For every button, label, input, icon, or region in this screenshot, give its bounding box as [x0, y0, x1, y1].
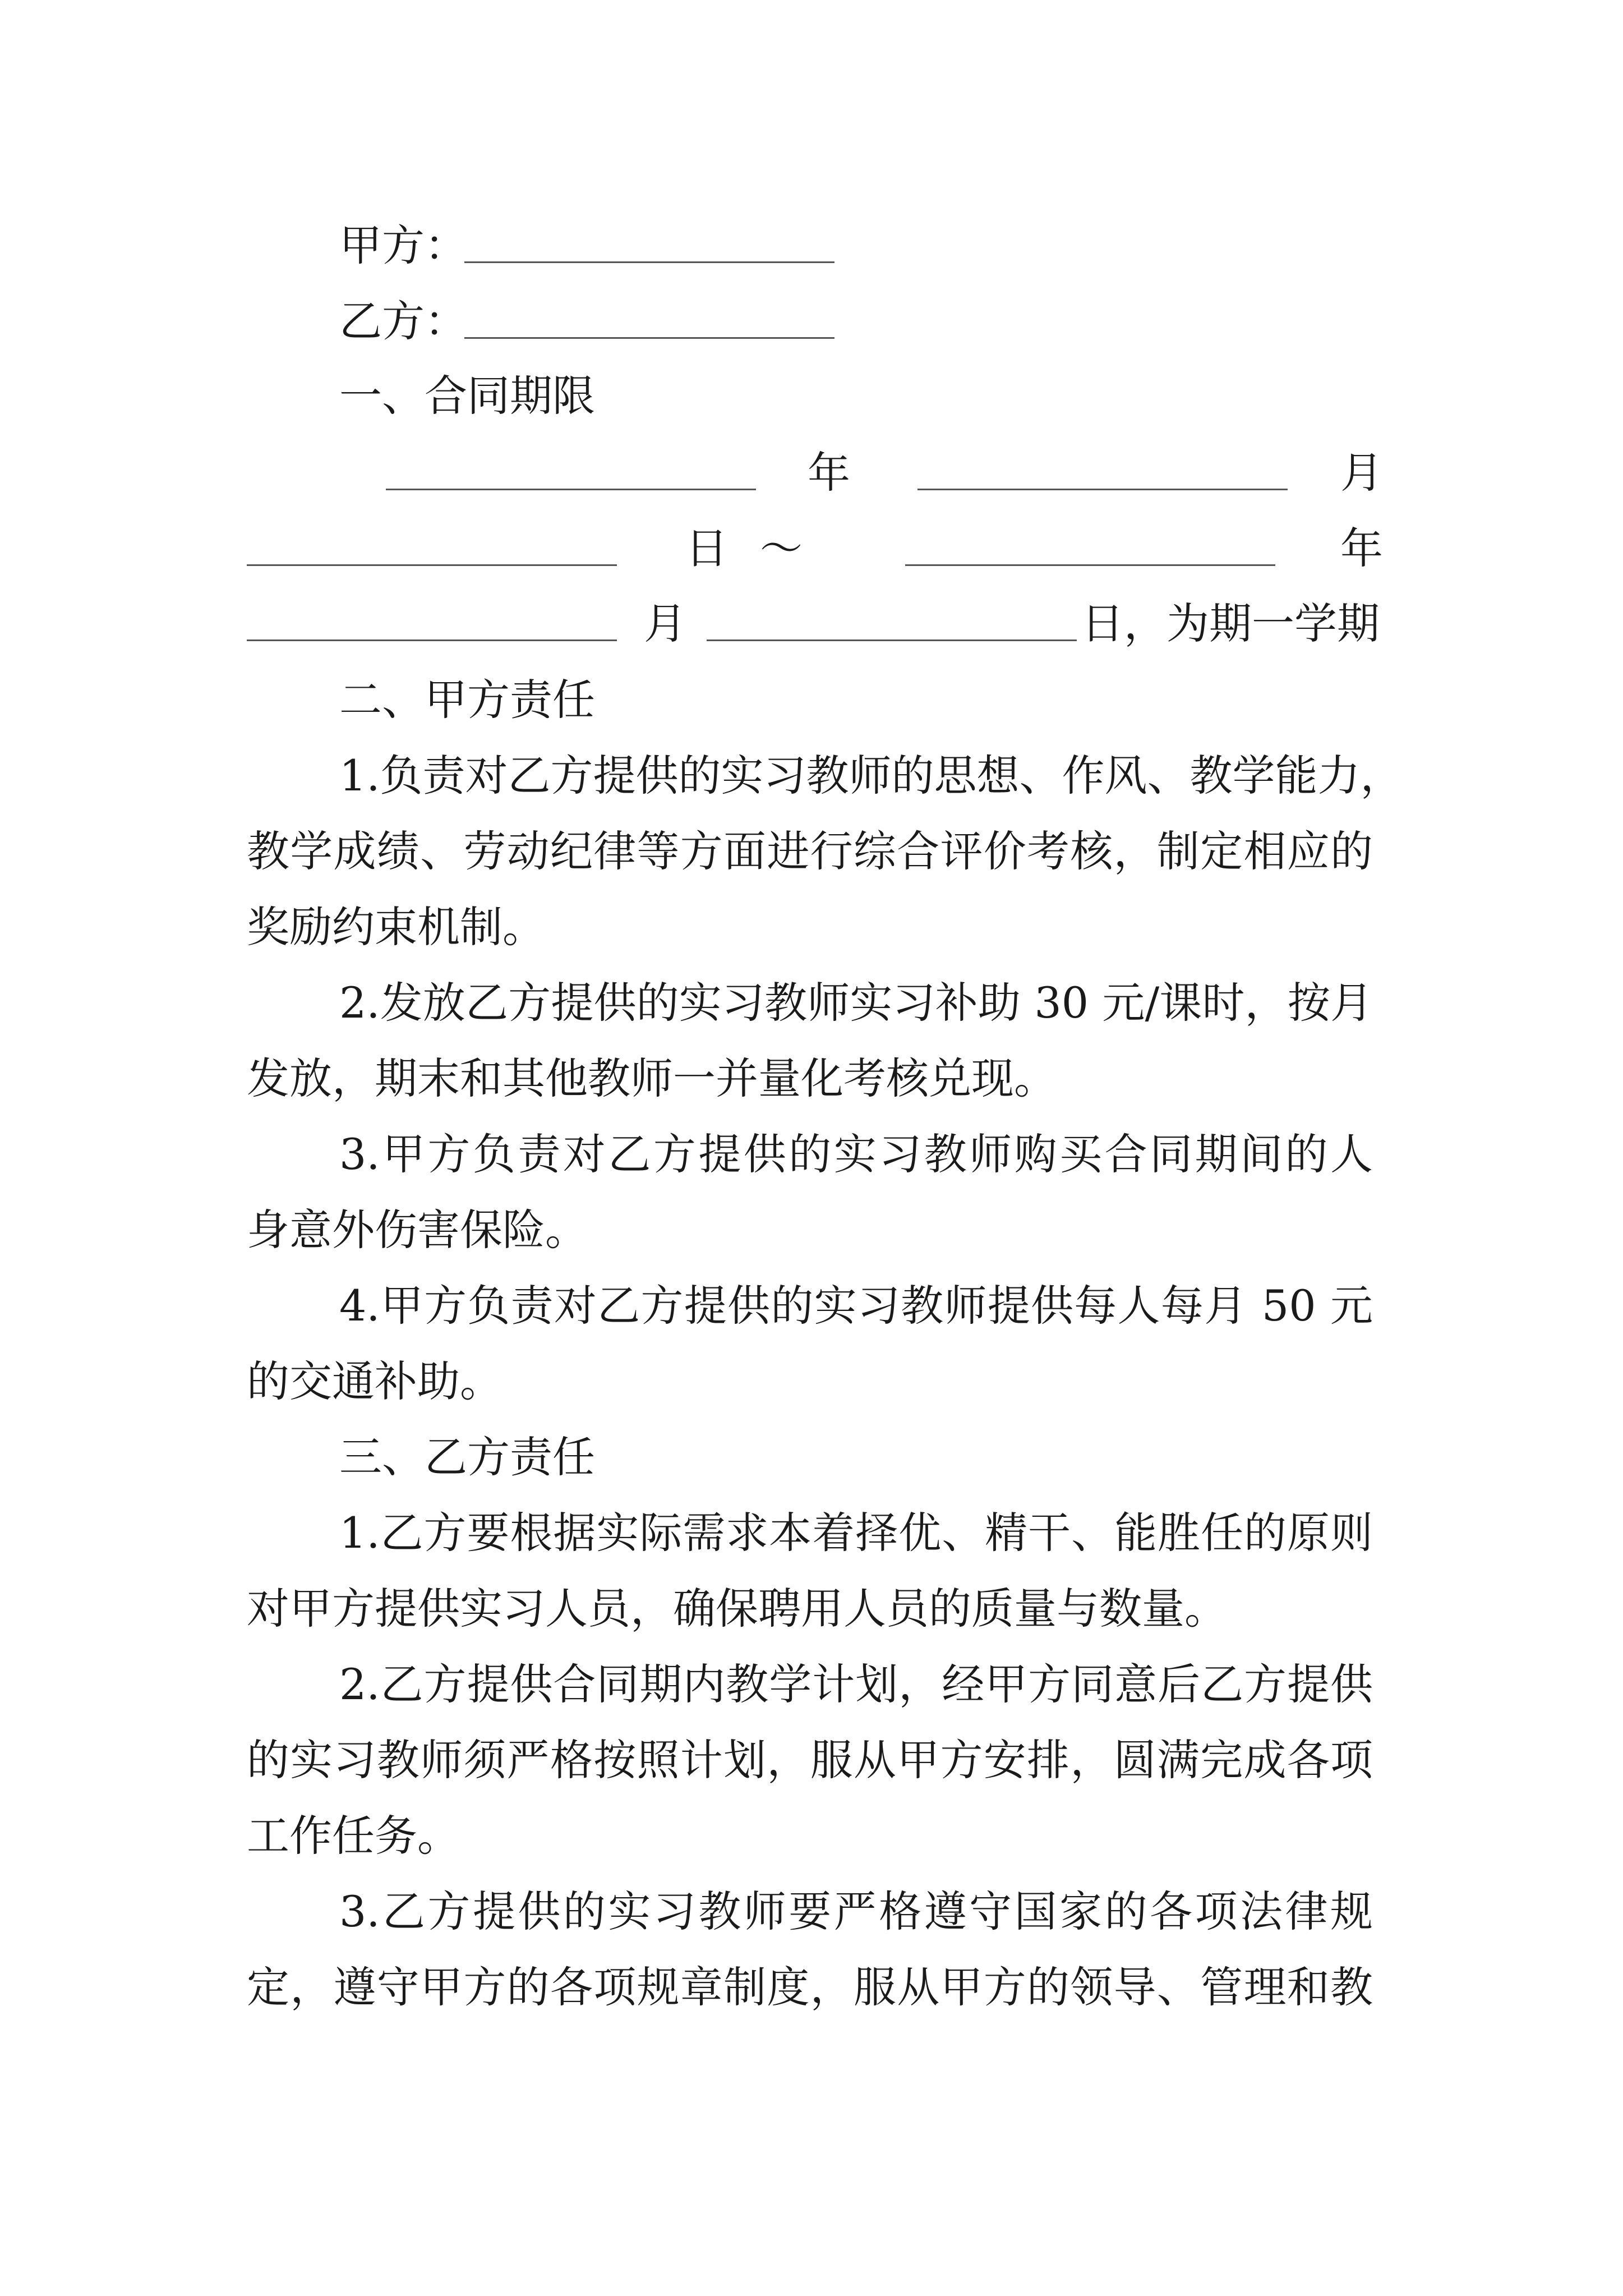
- start-year-label: 年: [808, 448, 850, 498]
- section3-item3-line1: 3.乙方提供的实习教师要严格遵守国家的各项法律规: [339, 1887, 1373, 1936]
- start-month-label: 月: [1340, 448, 1383, 498]
- section2-item4-line1: 4.甲方负责对乙方提供的实习教师提供每人每月 50 元: [339, 1281, 1373, 1331]
- section2-item2-line1: 2.发放乙方提供的实习教师实习补助 30 元/课时，按月: [339, 978, 1373, 1028]
- start-month-blank[interactable]: [917, 489, 1288, 490]
- section3-item2-line2: 的实习教师须严格按照计划，服从甲方安排，圆满完成各项: [247, 1735, 1373, 1785]
- section3-item2-line3: 工作任务。: [247, 1811, 460, 1861]
- party-a-label: 甲方：: [339, 220, 467, 270]
- end-year-blank[interactable]: [905, 564, 1275, 566]
- section2-item4-line2: 的交通补助。: [247, 1356, 502, 1406]
- section2-item1-line2: 教学成绩、劳动纪律等方面进行综合评价考核，制定相应的: [247, 826, 1373, 876]
- party-b-blank[interactable]: [464, 337, 834, 339]
- section1-title: 一、合同期限: [339, 371, 595, 421]
- end-month-blank[interactable]: [247, 639, 617, 641]
- section3-item1-line2: 对甲方提供实习人员，确保聘用人员的质量与数量。: [247, 1584, 1227, 1634]
- section2-item3-line1: 3.甲方负责对乙方提供的实习教师购买合同期间的人: [339, 1129, 1373, 1179]
- end-day-blank[interactable]: [707, 639, 1077, 641]
- section2-title: 二、甲方责任: [339, 675, 595, 725]
- section3-item2-line1: 2.乙方提供合同期内教学计划，经甲方同意后乙方提供: [339, 1659, 1373, 1709]
- section2-item2-line2: 发放，期末和其他教师一并量化考核兑现。: [247, 1053, 1057, 1103]
- tilde: ～: [760, 523, 803, 573]
- end-month-label: 月: [644, 599, 686, 648]
- section2-item1-line3: 奖励约束机制。: [247, 902, 545, 952]
- end-year-label: 年: [1340, 523, 1383, 573]
- section2-item1-line1: 1.负责对乙方提供的实习教师的思想、作风、教学能力，: [339, 751, 1403, 800]
- start-day-blank[interactable]: [247, 564, 617, 566]
- section3-title: 三、乙方责任: [339, 1432, 595, 1482]
- section3-item3-line2: 定，遵守甲方的各项规章制度，服从甲方的领导、管理和教: [247, 1962, 1373, 2012]
- section3-item1-line1: 1.乙方要根据实际需求本着择优、精干、能胜任的原则: [339, 1508, 1373, 1558]
- party-a-blank[interactable]: [464, 261, 834, 263]
- start-day-label: 日: [685, 523, 728, 573]
- party-b-label: 乙方：: [339, 296, 467, 346]
- start-year-blank[interactable]: [386, 489, 756, 490]
- section2-item3-line2: 身意外伤害保险。: [247, 1205, 588, 1255]
- end-day-text: 日，为期一学期: [1081, 599, 1380, 648]
